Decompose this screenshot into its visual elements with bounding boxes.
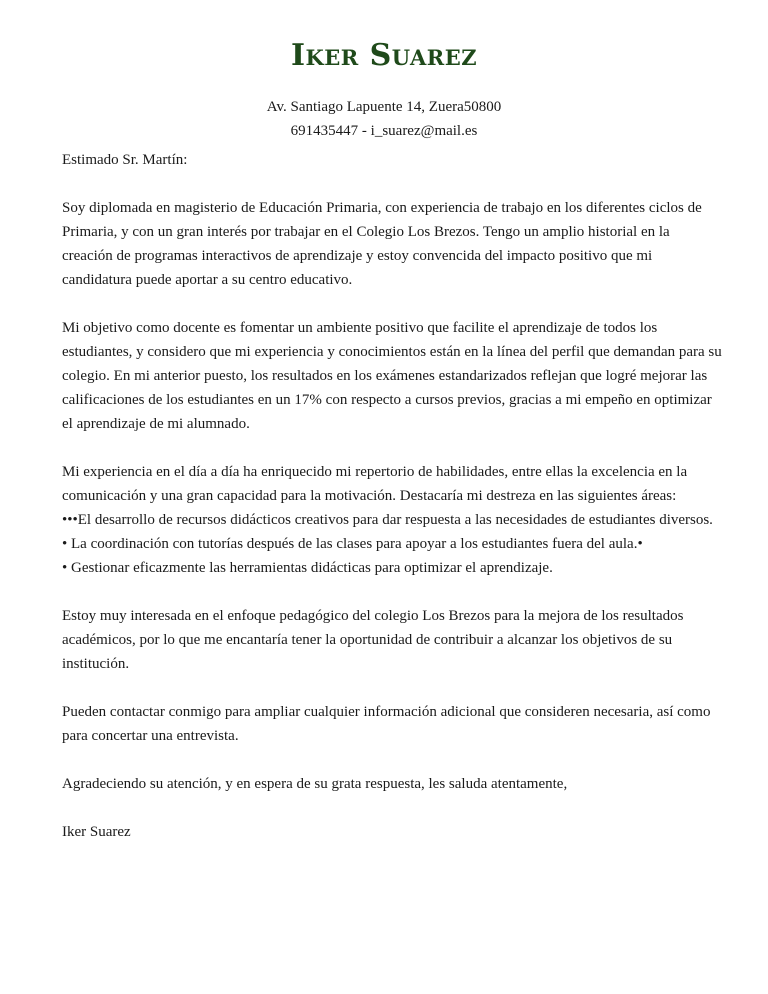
skill-bullet: •••El desarrollo de recursos didácticos creativos para dar respuesta a las necesidades de estudiantes diversos. [62,512,713,528]
closing: Agradeciendo su atención, y en espera de su grata respuesta, les saluda atentamente, [62,776,568,792]
letter-body [62,148,722,844]
signature: Iker Suarez [62,824,131,840]
sender-name: Iker Suarez [290,38,478,73]
paragraph-skills: Mi experiencia en el día a día ha enriquecido mi repertorio de habilidades, entre ellas la excelencia en la comunicación y una gran capacidad para la motivación. Destacaría mi destreza en las siguientes áreas: [62,464,688,504]
paragraph-intro: Soy diplomada en magisterio de Educación Primaria, con experiencia de trabajo en los diferentes ciclos de Primaria, y con un gran interés por trabajar en el Colegio Los Brezos. Tengo un amplio historial en la creación de programas interactivos de aprendizaje y estoy convencida del impacto positivo que mi candidatura puede aportar a su centro educativo. [62,200,702,288]
greeting: Estimado Sr. Martín: [62,152,188,168]
sender-contact: 691435447 - i_suarez@mail.es [290,123,478,139]
skill-bullet: • La coordinación con tutorías después de las clases para apoyar a los estudiantes fuera del aula.• [62,536,643,552]
paragraph-interest: Estoy muy interesada en el enfoque pedagógico del colegio Los Brezos para la mejora de los resultados académicos, por lo que me encantaría tener la oportunidad de contribuir a alcanzar los objetivos de su institución. [62,608,684,672]
paragraph-contact: Pueden contactar conmigo para ampliar cualquier información adicional que consideren necesaria, así como para concertar una entrevista. [62,704,711,744]
skill-bullet: • Gestionar eficazmente las herramientas didácticas para optimizar el aprendizaje. [62,560,553,576]
sender-address: Av. Santiago Lapuente 14, Zuera50800 [266,99,502,115]
paragraph-objective: Mi objetivo como docente es fomentar un ambiente positivo que facilite el aprendizaje de todos los estudiantes, y considero que mi experiencia y conocimientos están en la línea del perfil que demandan para su colegio. En mi anterior puesto, los resultados en los exámenes estandarizados reflejan que logré mejorar las calificaciones de los estudiantes en un 17% con respecto a cursos previos, gracias a mi empeño en optimizar el aprendizaje de mi alumnado. [62,320,722,432]
